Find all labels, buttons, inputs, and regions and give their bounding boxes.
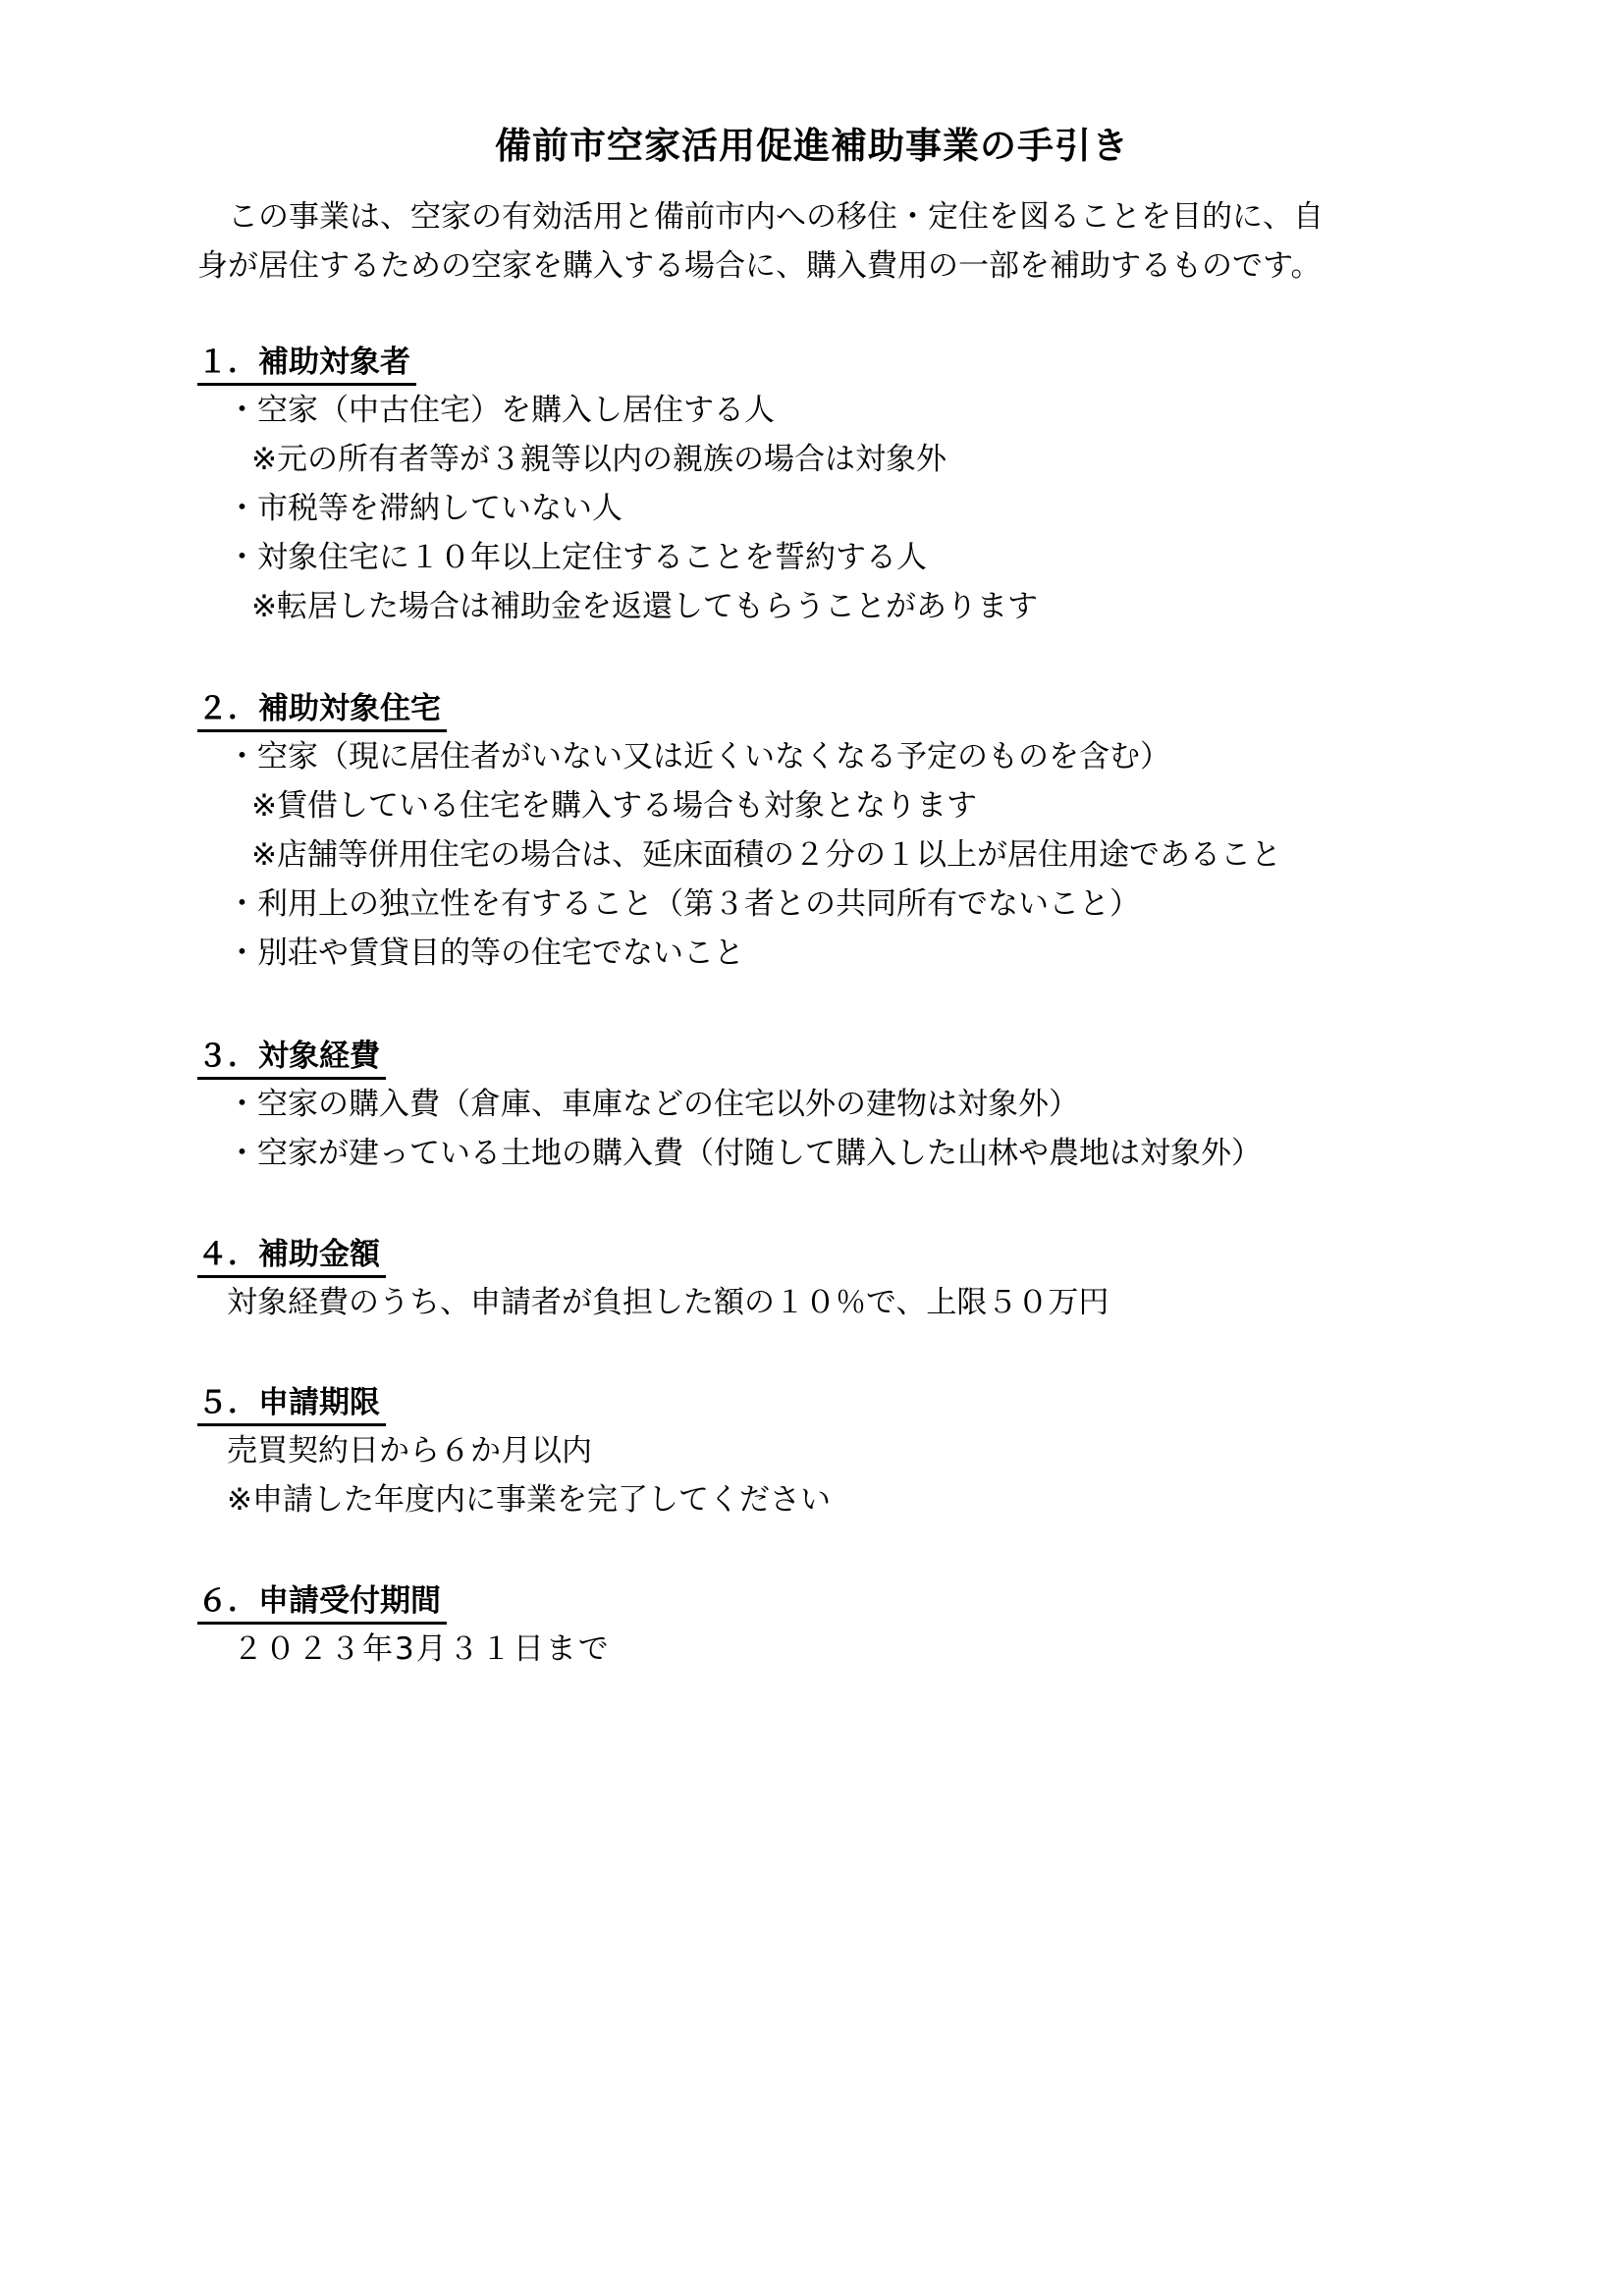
bullet-line: ・空家（現に居住者がいない又は近くいなくなる予定のものを含む） [227, 739, 1170, 774]
bullet-line: ・利用上の独立性を有すること（第３者との共同所有でないこと） [227, 886, 1140, 922]
intro-line: 身が居住するための空家を購入する場合に、購入費用の一部を補助するものです。 [197, 248, 1322, 284]
bullet-line: ・空家（中古住宅）を購入し居住する人 [227, 393, 775, 428]
section-heading: ２．補助対象住宅 [197, 688, 447, 732]
section-acceptance-period [197, 1580, 1435, 1674]
section-lines [197, 1278, 1435, 1327]
section-subsidy-amount [197, 1234, 1435, 1327]
intro-paragraph [197, 192, 1425, 291]
section-heading: ４．補助金額 [197, 1234, 386, 1278]
bullet-line: ・市税等を滞納していない人 [227, 491, 623, 526]
bullet-line: ・空家が建っている土地の購入費（付随して購入した山林や農地は対象外） [227, 1136, 1262, 1171]
section-lines [197, 1080, 1435, 1178]
body-line: 売買契約日から６か月以内 [227, 1433, 592, 1468]
bullet-line: ・対象住宅に１０年以上定住することを誓約する人 [227, 540, 927, 575]
section-lines [197, 1426, 1435, 1524]
section-lines [197, 732, 1435, 978]
note-line: ※元の所有者等が３親等以内の親族の場合は対象外 [251, 442, 947, 477]
note-line: ※店舗等併用住宅の場合は、延床面積の２分の１以上が居住用途であること [251, 837, 1281, 873]
note-line: ※賃借している住宅を購入する場合も対象となります [251, 788, 977, 824]
section-application-deadline [197, 1382, 1435, 1524]
section-eligible-persons [197, 342, 1435, 631]
bullet-line: ・別荘や賃貸目的等の住宅でないこと [227, 935, 744, 971]
deadline-date: ２０２３年3月３１日まで [233, 1631, 611, 1667]
section-lines [197, 386, 1435, 631]
section-lines [197, 1625, 1435, 1674]
note-line: ※申請した年度内に事業を完了してください [227, 1482, 831, 1518]
bullet-line: ・空家の購入費（倉庫、車庫などの住宅以外の建物は対象外） [227, 1087, 1079, 1122]
section-heading: １．補助対象者 [197, 342, 416, 386]
document-title: 備前市空家活用促進補助事業の手引き [495, 125, 1129, 167]
note-line: ※転居した場合は補助金を返還してもらうことがあります [251, 589, 1038, 624]
section-eligible-expenses [197, 1036, 1435, 1178]
body-line: 対象経費のうち、申請者が負担した額の１０％で、上限５０万円 [227, 1285, 1110, 1320]
section-heading: ３．対象経費 [197, 1036, 386, 1080]
intro-line: この事業は、空家の有効活用と備前市内への移住・定住を図ることを目的に、自 [228, 199, 1324, 235]
section-eligible-housing [197, 688, 1435, 978]
section-heading: ５．申請期限 [197, 1382, 386, 1426]
section-heading: ６．申請受付期間 [197, 1580, 447, 1625]
